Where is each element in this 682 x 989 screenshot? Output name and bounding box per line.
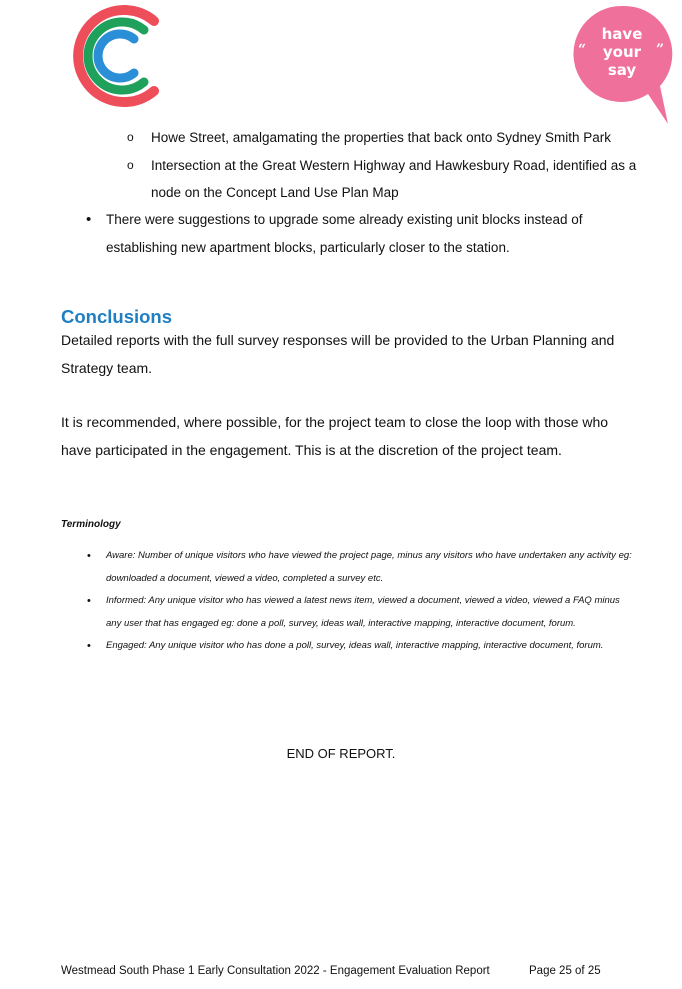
footer-title: Westmead South Phase 1 Early Consultation 2022 - Engagement Evaluation Report	[61, 965, 490, 977]
open-quote-icon: “	[578, 42, 587, 58]
list-item: • There were suggestions to upgrade some already existing unit blocks instead of establishing new apartment blocks, particularly closer to the station.	[84, 206, 624, 261]
list-item: o Howe Street, amalgamating the properties that back onto Sydney Smith Park	[127, 124, 647, 152]
list-item: • Informed: Any unique visitor who has viewed a latest news item, viewed a document, viewed a video, viewed a FAQ minus any user that has engaged eg: done a poll, survey, ideas wall, interactive mapping, interactive document, forum.	[84, 590, 634, 635]
list-item: • Aware: Number of unique visitors who have viewed the project page, minus any visitors who have undertaken any activity eg: downloaded a document, viewed a video, completed a survey etc.	[84, 545, 634, 590]
conclusions-paragraph-2: It is recommended, where possible, for the project team to close the loop with those who have participated in the engagement. This is at the discretion of the project team.	[61, 414, 609, 458]
have-text: have	[601, 25, 643, 43]
terminology-list	[84, 545, 634, 658]
cumberland-c-logo-icon	[64, 4, 160, 108]
list-item: o Intersection at the Great Western Highway and Hawkesbury Road, identified as a node on the Concept Land Use Plan Map	[127, 152, 647, 207]
say-text: say	[607, 61, 637, 79]
conclusions-paragraph-1: Detailed reports with the full survey responses will be provided to the Urban Planning and Strategy team.	[61, 332, 615, 376]
bullet-list	[84, 206, 624, 261]
end-of-report-text: END OF REPORT.	[286, 746, 396, 761]
your-text: your	[602, 43, 642, 61]
close-quote-icon: ”	[656, 42, 665, 58]
page-number: Page 25 of 25	[529, 965, 601, 977]
sub-bullet-list	[127, 124, 647, 207]
list-item: • Engaged: Any unique visitor who has done a poll, survey, ideas wall, interactive mapping, interactive document, forum.	[84, 635, 634, 658]
have-your-say-logo	[572, 4, 674, 126]
conclusions-heading: Conclusions	[61, 306, 173, 327]
terminology-title: Terminology	[61, 519, 121, 530]
